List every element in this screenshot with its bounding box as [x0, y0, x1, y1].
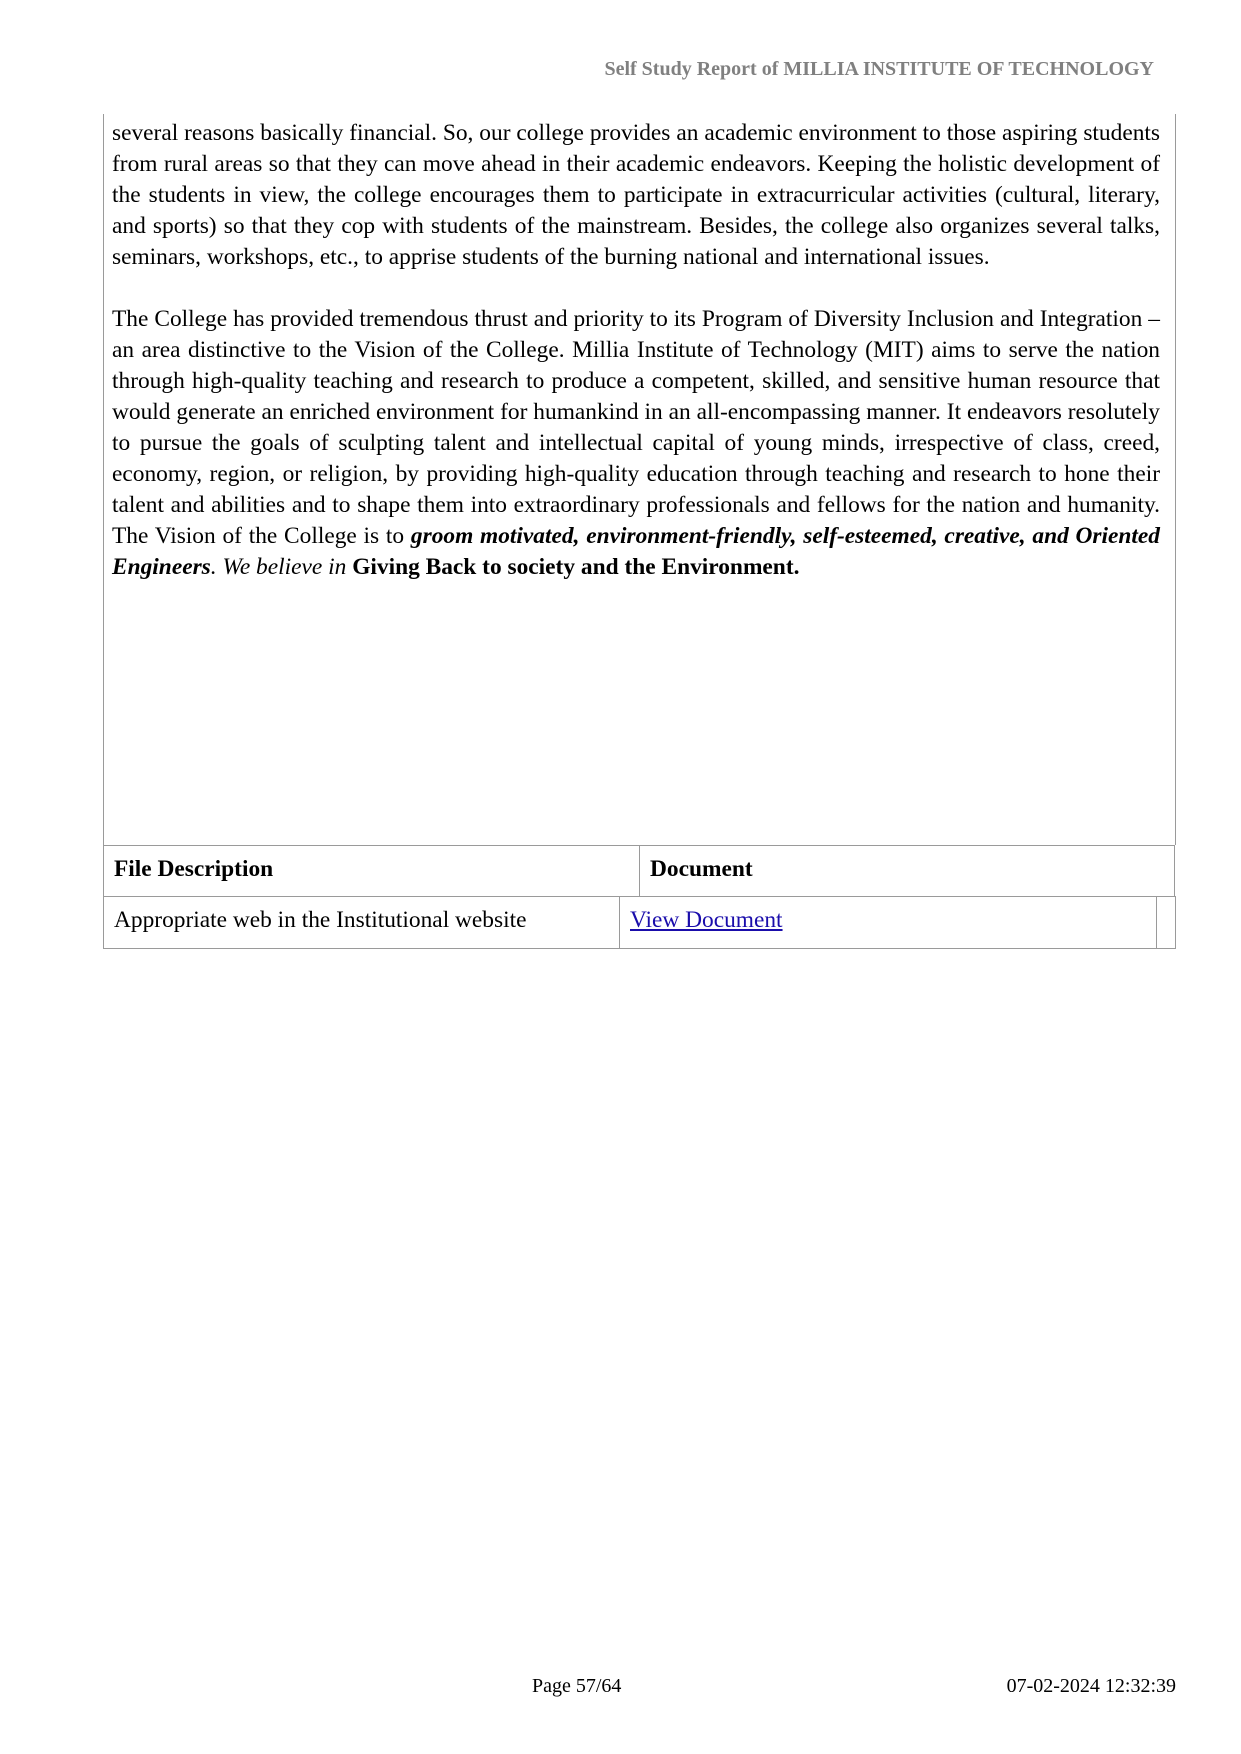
- timestamp: 07-02-2024 12:32:39: [1006, 1675, 1176, 1697]
- file-table: [103, 845, 1176, 949]
- row-file-description: Appropriate web in the Institutional website: [103, 896, 620, 949]
- paragraph-2: [112, 304, 1160, 583]
- vision-statement: groom motivated, environment-friendly, self-esteemed, creative, and Oriented Engineers: [112, 523, 1160, 580]
- we-believe-text: . We believe in: [210, 554, 347, 580]
- row-document-cell: [619, 896, 1157, 949]
- paragraph-2-text: The College has provided tremendous thrust and priority to its Program of Diversity Inclusion and Integration – an area distinctive to the Vision of the College. Millia Institute of Technology (MIT) aims to serve the nation through high-quality teaching and research to produce a competent, skilled, and sensitive human resource that would generate an enriched environment for humankind in an all-encompassing manner. It endeavors resolutely to pursue the goals of sculpting talent and intellectual capital of young minds, irrespective of class, creed, economy, region, or religion, by providing high-quality education through teaching and research to hone their talent and abilities and to shape them into extraordinary professionals and fellows for the nation and humanity. The Vision of the College is to: [112, 306, 1160, 549]
- content-body: [112, 118, 1160, 583]
- header-document: Document: [639, 845, 1175, 897]
- view-document-link[interactable]: View Document: [630, 907, 783, 933]
- report-header: Self Study Report of MILLIA INSTITUTE OF TECHNOLOGY: [604, 58, 1154, 80]
- row-empty-cell: [1156, 896, 1176, 949]
- page-number: Page 57/64: [532, 1675, 622, 1697]
- header-file-description: File Description: [103, 845, 640, 897]
- paragraph-1: several reasons basically financial. So, our college provides an academic environment to those aspiring students from rural areas so that they can move ahead in their academic endeavors. Keeping the holistic development of the students in view, the college encourages them to participate in extracurricular activities (cultural, literary, and sports) so that they cop with students of the mainstream. Besides, the college also organizes several talks, seminars, workshops, etc., to apprise students of the burning national and international issues.: [112, 120, 1160, 270]
- giving-back-text: Giving Back to society and the Environment.: [352, 554, 800, 580]
